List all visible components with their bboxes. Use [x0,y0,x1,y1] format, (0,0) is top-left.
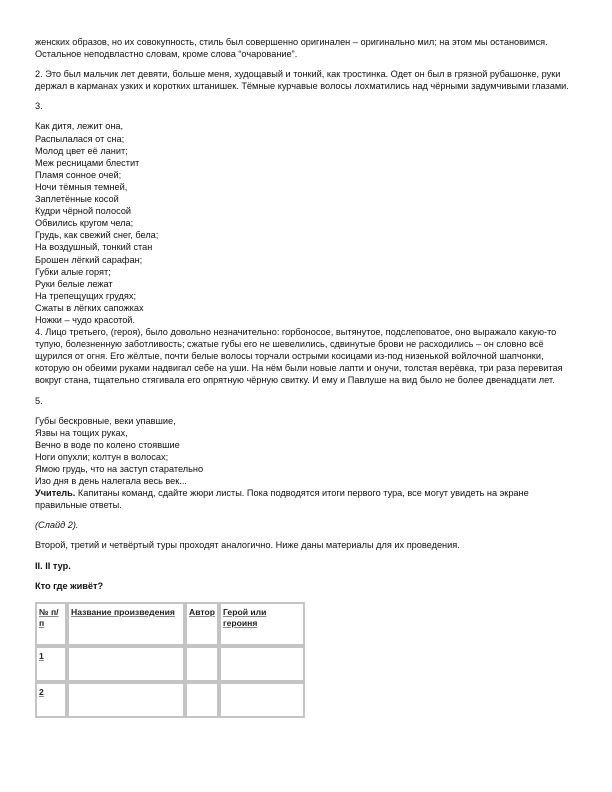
poem-line: Язвы на тощих руках, [35,427,128,438]
poem-line: Брошен лёгкий сарафан; [35,254,143,265]
table-cell [67,646,185,682]
rounds-note: Второй, третий и четвёртый туры проходят аналогично. Ниже даны материалы для их проведения. [35,540,460,551]
paragraph-4: 4. Лицо третьего, (героя), было довольно незначительно: горбоносое, вытянутое, подслеповатое, оно выражало какую-то тупую, болезненную заботливость; сжатые губы его не шевелились, сдвинутые брови не расходились – он словно всё щурился от огня. Его жёлтые, почти белые волосы торчали острыми косицами из-под низенькой войлочной шапчонки, которую он обеими руками надвигал себе на уши. На нём были новые лапти и онучи, толстая верёвка, три раза перевитая вокруг стана, тщательно стягивала его опрятную чёрную свитку. И ему и Павлуше на вид было не более двенадцати лет. [35,327,563,386]
poem-line: Заплетённые косой [35,194,119,205]
header-cell-hero: Герой или героиня [219,602,305,646]
question-heading: Кто где живёт? [35,580,104,591]
section-number-5: 5. [35,395,43,406]
header-cell-number: № п/п [35,602,67,646]
header-cell-title: Название произведения [67,602,185,646]
paragraph-intro: женских образов, но их совокупность, стиль был совершенно оригинален – оригинально мил; на этом мы остановимся. Остальное неподвластно словам, кроме слова “очарование”. [35,37,548,60]
table-row [35,682,305,718]
poem-line: Как дитя, лежит она, [35,121,124,132]
poem-line: Грудь, как свежий снег, бела; [35,230,159,241]
poem-line: Сжаты в лёгких сапожках [35,302,144,313]
poem-line: Пламя сонное очей; [35,169,122,180]
slide-note: (Слайд 2). [35,520,79,531]
section-number-3: 3. [35,101,43,112]
poem-line: Губы бескровные, веки упавшие, [35,415,176,426]
table-header-row [35,602,305,646]
poem-line: Изо дня в день налегала весь век... [35,476,187,487]
poem-5 [35,415,580,488]
table-cell [185,646,219,682]
teacher-text: Капитаны команд, сдайте жюри листы. Пока подводятся итоги первого тура, все могут увидеть на экране правильные ответы. [35,488,529,511]
table-row [35,646,305,682]
table-cell [219,682,305,718]
teacher-paragraph [35,487,580,511]
document-page [35,36,580,718]
paragraph-2: 2. Это был мальчик лет девяти, больше меня, худощавый и тонкий, как тростинка. Одет он был в грязной рубашонке, руки держал в карманах узких и коротких штанишек. Тёмные курчавые волосы лохматились над чёрными задумчивыми глазами. [35,69,569,92]
poem-line: Ночи тёмныя темней, [35,181,128,192]
table-cell [219,646,305,682]
table-cell [67,682,185,718]
table-cell [185,682,219,718]
poem-line: На воздушный, тонкий стан [35,242,153,253]
poem-line: Руки белые лежат [35,278,113,289]
poem-line: Обвились кругом чела; [35,218,134,229]
table-cell: 2 [35,682,67,718]
poem-line: Распылалася от сна; [35,133,125,144]
poem-line: Губки алые горят; [35,266,111,277]
poem-line: Вечно в воде по колено стоявшие [35,439,180,450]
poem-line: Ноги опухли; колтун в волосах; [35,451,169,462]
teacher-label: Учитель. [35,488,76,499]
table-cell: 1 [35,646,67,682]
round-heading: II. II тур. [35,560,71,571]
poem-3 [35,120,580,326]
header-cell-author: Автор [185,602,219,646]
poem-line: Кудри чёрной полосой [35,206,132,217]
poem-line: Меж ресницами блестит [35,157,140,168]
poem-line: Молод цвет её ланит; [35,145,128,156]
poem-line: Ножки – чудо красотой. [35,314,135,325]
poem-line: На трепещущих грудях; [35,290,137,301]
poem-line: Ямою грудь, что на заступ старательно [35,464,204,474]
answer-table [35,602,305,718]
